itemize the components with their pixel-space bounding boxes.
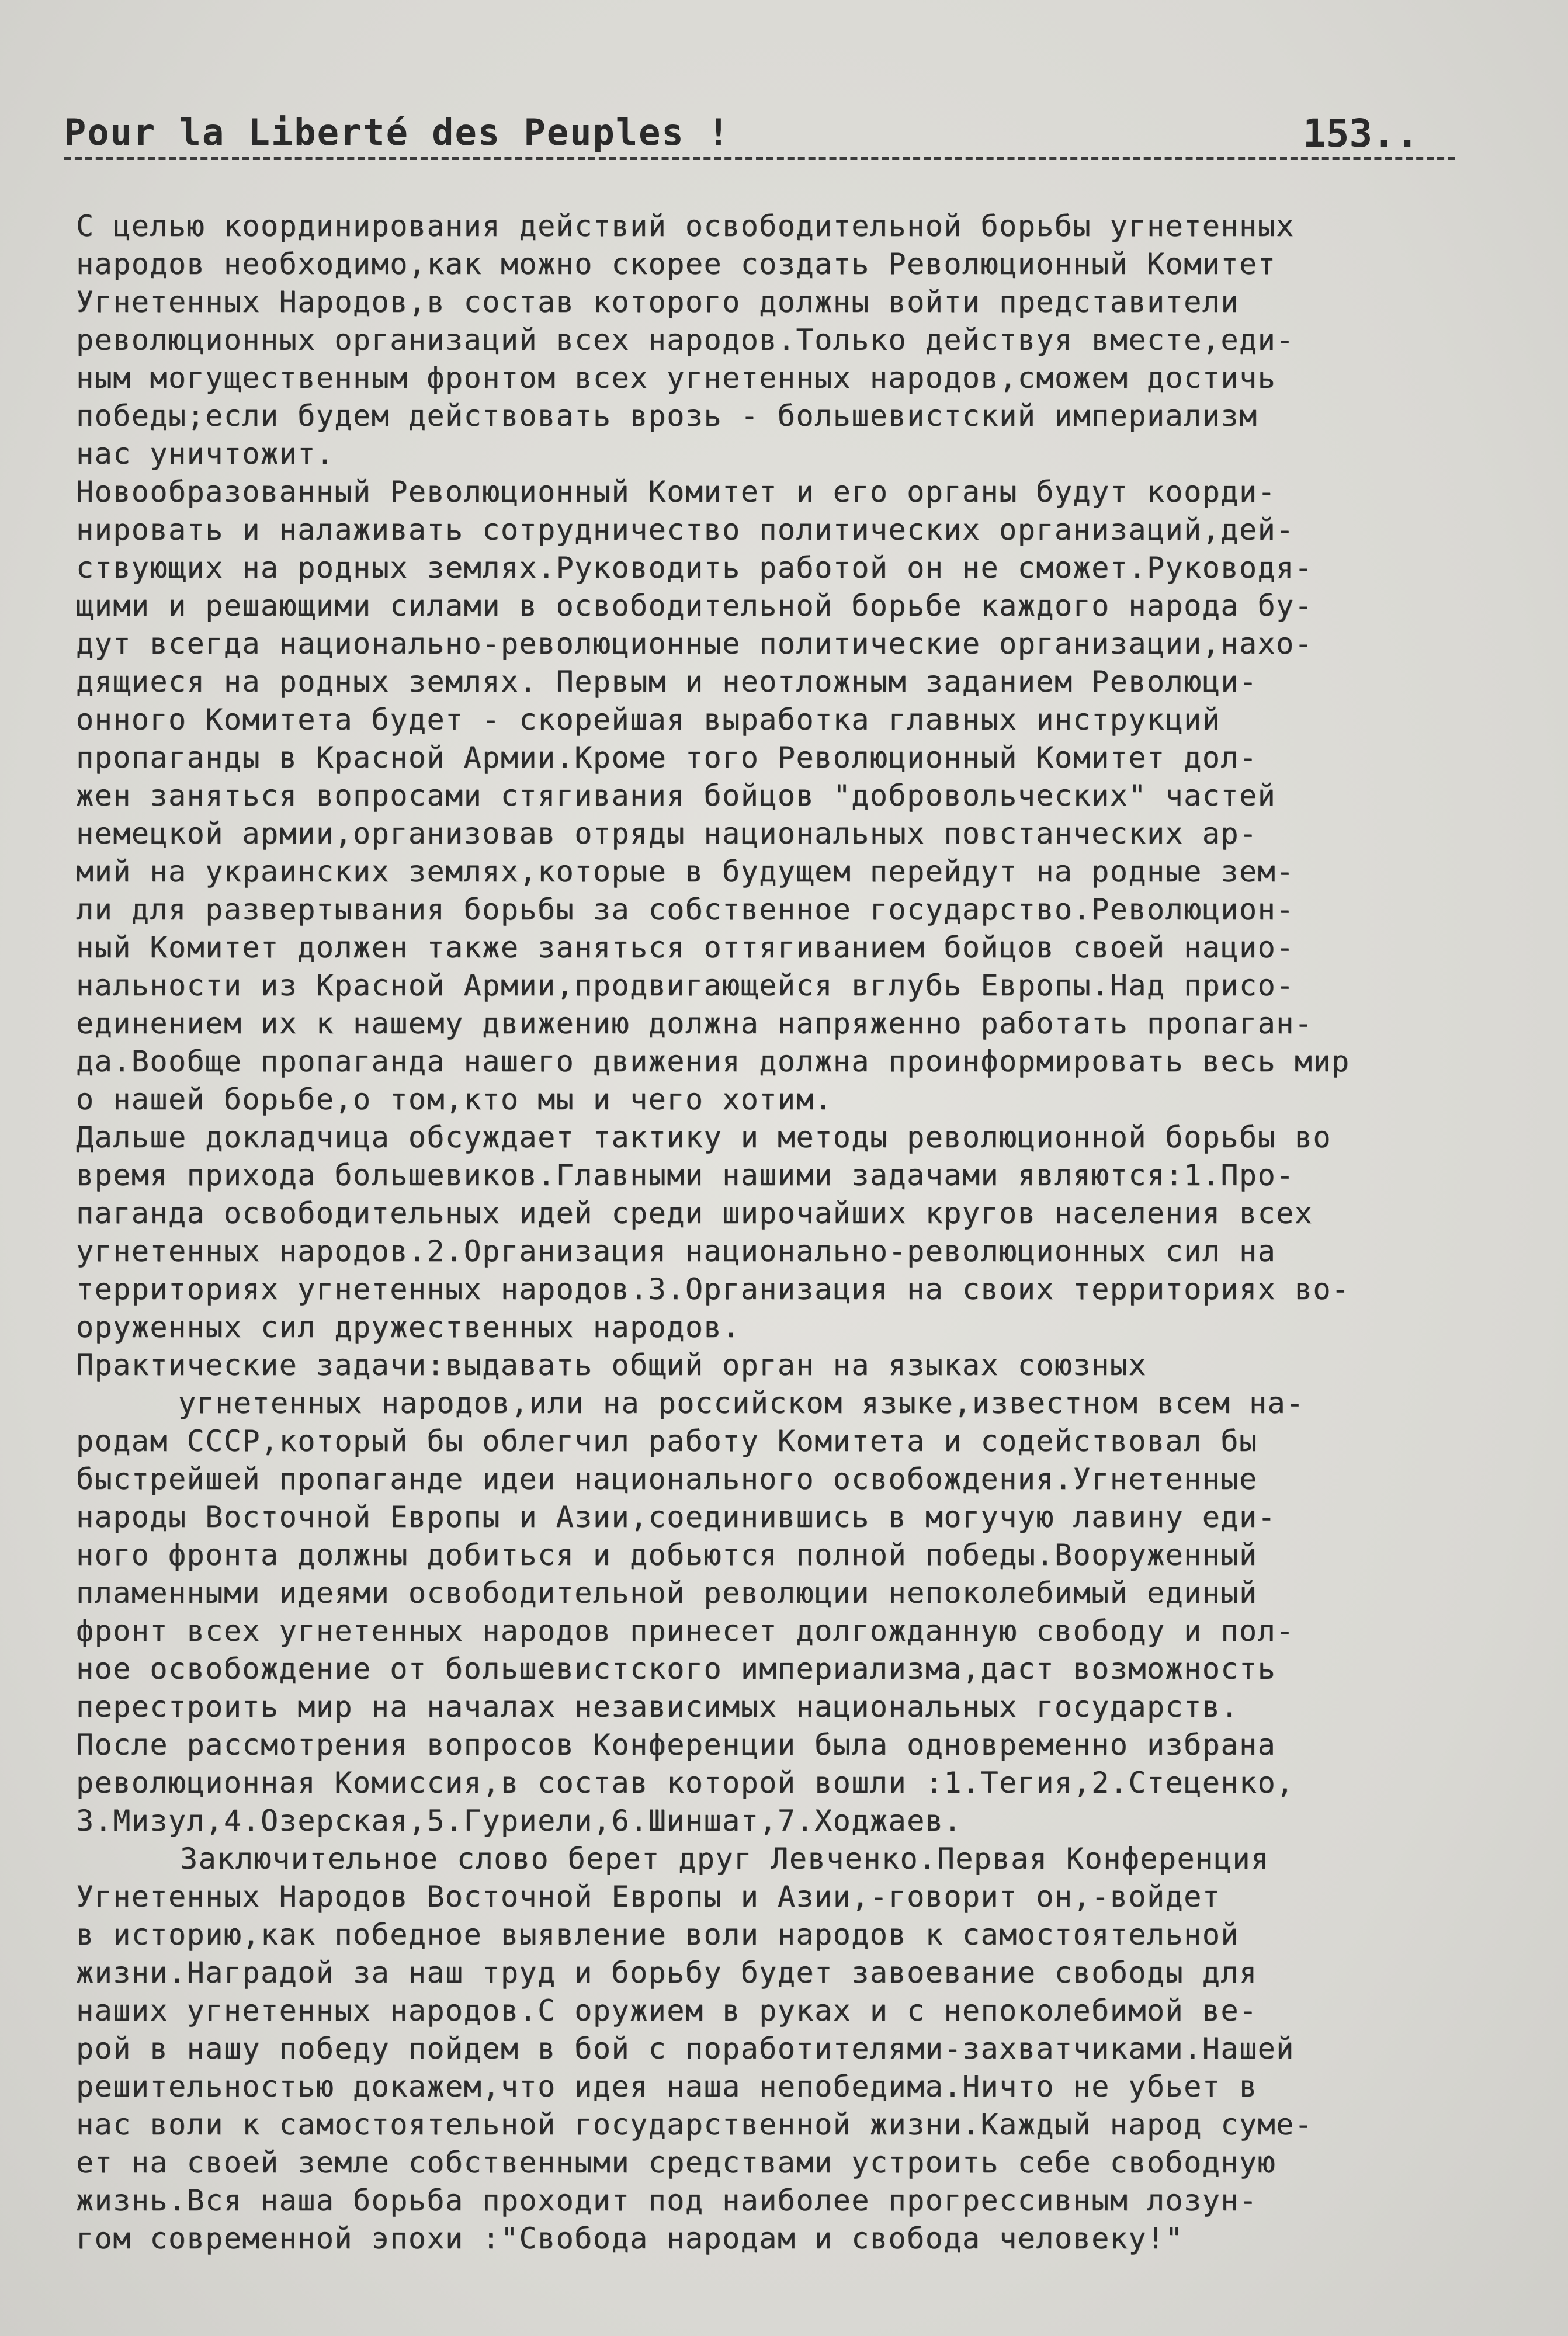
text-line: ли для развертывания борьбы за собственное государство.Революцион- [76,893,1295,926]
text-line: Угнетенных Народов,в состав которого должны войти представители [76,285,1239,319]
text-line: наших угнетенных народов.С оружием в руках и с непоколебимой ве- [76,1994,1258,2028]
text-line: народов необходимо,как можно скорее создать Революционный Комитет [76,247,1276,281]
text-line: мий на украинских землях,которые в будущем перейдут на родные зем- [76,855,1295,888]
page-header [64,111,1455,164]
text-line: дящиеся на родных землях. Первым и неотложным заданием Революци- [76,665,1258,699]
text-line: ет на своей земле собственными средствами устроить себе свободную [76,2146,1276,2179]
text-line: да.Вообще пропаганда нашего движения должна проинформировать весь мир [76,1044,1350,1078]
text-line: ствующих на родных землях.Руководить работой он не сможет.Руководя- [76,551,1313,585]
text-line: онного Комитета будет - скорейшая выработка главных инструкций [76,703,1221,737]
text-line: время прихода большевиков.Главными нашими задачами являются:1.Про- [76,1158,1295,1192]
text-line: немецкой армии,организовав отряды национальных повстанческих ар- [76,817,1258,851]
text-line: угнетенных народов,или на российском языке,известном всем на- [178,1386,1305,1420]
text-line: перестроить мир на началах независимых национальных государств. [76,1690,1239,1724]
text-line: жизни.Наградой за наш труд и борьбу будет завоевание свободы для [76,1956,1258,1990]
text-line: революционных организаций всех народов.Только действуя вместе,еди- [76,323,1295,357]
text-line: Дальше докладчица обсуждает тактику и методы революционной борьбы во [76,1120,1331,1154]
text-line: нировать и налаживать сотрудничество политических организаций,дей- [76,513,1295,547]
text-line: ным могущественным фронтом всех угнетенных народов,сможем достичь [76,361,1276,395]
text-line: территориях угнетенных народов.3.Организация на своих территориях во- [76,1272,1350,1306]
text-line: решительностью докажем,что идея наша непобедима.Ничто не убьет в [76,2070,1258,2104]
text-line: 3.Мизул,4.Озерская,5.Гуриели,6.Шиншат,7.Ходжаев. [76,1804,962,1838]
typewritten-body [76,207,1513,2258]
text-line: оруженных сил дружественных народов. [76,1310,741,1344]
text-line: пламенными идеями освободительной революции непоколебимый единый [76,1576,1258,1610]
text-line: Практические задачи:выдавать общий орган на языках союзных [76,1348,1147,1382]
text-line: дут всегда национально-революционные политические организации,нахо- [76,627,1313,661]
page-number: 153.. [1303,111,1419,156]
text-line: паганда освободительных идей среди широчайших кругов населения всех [76,1196,1313,1230]
text-line: С целью координирования действий освободительной борьбы угнетенных [76,209,1295,243]
text-line: о нашей борьбе,о том,кто мы и чего хотим. [76,1082,833,1116]
text-line: ный Комитет должен также заняться оттягиванием бойцов своей нацио- [76,931,1295,964]
text-line: угнетенных народов.2.Организация национально-революционных сил на [76,1234,1276,1268]
text-line: Заключительное слово берет друг Левченко.Первая Конференция [180,1842,1269,1876]
running-title: Pour la Liberté des Peuples ! [64,111,731,154]
text-line: рой в нашу победу пойдем в бой с поработителями-захватчиками.Нашей [76,2032,1295,2066]
text-line: пропаганды в Красной Армии.Кроме того Революционный Комитет дол- [76,741,1258,775]
text-line: После рассмотрения вопросов Конференции была одновременно избрана [76,1728,1276,1762]
text-line: жен заняться вопросами стягивания бойцов "добровольческих" частей [76,779,1276,813]
text-line: фронт всех угнетенных народов принесет долгожданную свободу и пол- [76,1614,1295,1648]
header-dashed-rule [64,157,1455,160]
text-line: быстрейшей пропаганде идеи национального освобождения.Угнетенные [76,1462,1258,1496]
text-line: в историю,как победное выявление воли народов к самостоятельной [76,1918,1239,1952]
text-line: ного фронта должны добиться и добьются полной победы.Вооруженный [76,1538,1258,1572]
text-line: нальности из Красной Армии,продвигающейся вглубь Европы.Над присо- [76,969,1295,1002]
text-line: единением их к нашему движению должна напряженно работать пропаган- [76,1006,1313,1040]
text-line: нас воли к самостоятельной государственной жизни.Каждый народ суме- [76,2108,1313,2141]
text-line: ное освобождение от большевистского империализма,даст возможность [76,1652,1276,1686]
text-line: победы;если будем действовать врозь - большевистский империализм [76,399,1258,433]
text-line: родам СССР,который бы облегчил работу Комитета и содействовал бы [76,1424,1258,1458]
text-line: революционная Комиссия,в состав которой вошли :1.Тегия,2.Стеценко, [76,1766,1295,1800]
text-line: нас уничтожит. [76,437,335,471]
text-line: Новообразованный Революционный Комитет и его органы будут коорди- [76,475,1276,509]
text-line: щими и решающими силами в освободительной борьбе каждого народа бу- [76,589,1313,623]
text-line: Угнетенных Народов Восточной Европы и Азии,-говорит он,-войдет [76,1880,1221,1914]
text-line: жизнь.Вся наша борьба проходит под наиболее прогрессивным лозун- [76,2184,1258,2217]
text-line: гом современной эпохи :"Свобода народам и свобода человеку!" [76,2222,1184,2255]
text-line: народы Восточной Европы и Азии,соединившись в могучую лавину еди- [76,1500,1276,1534]
